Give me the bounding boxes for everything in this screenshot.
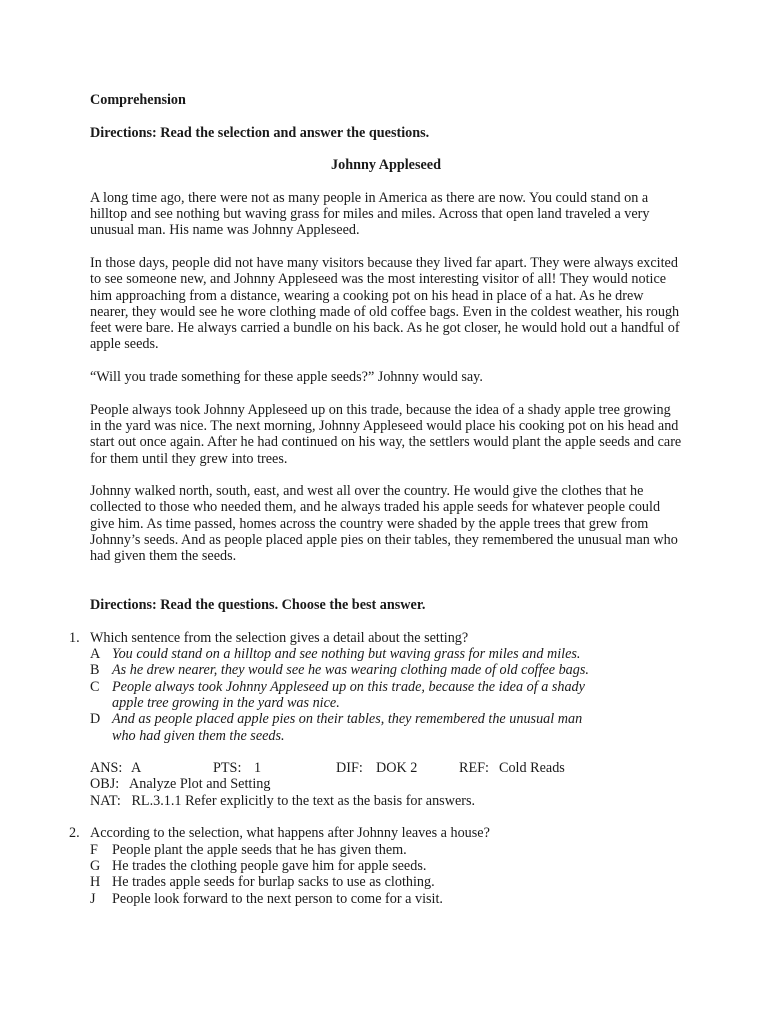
story-paragraph: In those days, people did not have many visitors because they lived far apart. They were always excited to see someone new, and Johnny Appleseed was the most interesting visitor of all! They would notice him approaching from a distance, wearing a cooking pot on his head in place of a hat. As he drew nearer, they would see he wore clothing made of old coffee bags. Even in the coldest weather, his rough feet were bare. He always carried a bundle on his back. As he got closer, he would hold out a handful of apple seeds.	[90, 254, 680, 353]
ref-label: REF:	[459, 760, 489, 777]
ans-label: ANS:	[90, 760, 123, 777]
directions-questions: Directions: Read the questions. Choose the best answer.	[90, 597, 426, 614]
answer-option	[90, 858, 682, 874]
question-number: 1.	[69, 629, 80, 646]
question-2	[69, 825, 682, 907]
option-letter: C	[90, 678, 100, 695]
option-text: He trades the clothing people gave him for apple seeds.	[112, 857, 427, 874]
story-paragraph: People always took Johnny Appleseed up on this trade, because the idea of a shady apple tree growing in the yard was nice. The next morning, Johnny Appleseed would place his cooking pot on his head and start out once again. After he had continued on his way, the settlers would plant the apple seeds and care for them until they grew into trees.	[90, 401, 682, 467]
ref-value: Cold Reads	[499, 760, 565, 777]
option-text: People always took Johnny Appleseed up on this trade, because the idea of a shady apple tree growing in the yard was nice.	[112, 678, 585, 711]
story-paragraph: Johnny walked north, south, east, and west all over the country. He would give the clothes that he collected to those who needed them, and he always traded his apple seeds for whatever people could give him. As time passed, homes across the country were shaded by the apple trees that grew from Johnny’s seeds. And as people placed apple pies on their tables, they remembered the unusual man who had given them the seeds.	[90, 483, 678, 565]
answer-option	[90, 711, 608, 744]
option-letter: B	[90, 662, 100, 679]
answer-option	[90, 842, 682, 858]
story-paragraph: A long time ago, there were not as many people in America as there are now. You could stand on a hilltop and see nothing but waving grass for miles and miles. Across that open land traveled a very unusual man. His name was Johnny Appleseed.	[90, 189, 650, 239]
answer-option	[90, 891, 682, 907]
question-text: Which sentence from the selection gives a detail about the setting?	[90, 629, 469, 646]
answer-metadata	[90, 760, 682, 776]
question-number: 2.	[69, 825, 80, 842]
dif-value: DOK 2	[376, 760, 418, 777]
obj-label: OBJ:	[90, 776, 120, 793]
option-letter: D	[90, 711, 101, 728]
obj-value: Analyze Plot and Setting	[129, 776, 271, 793]
answer-option	[90, 679, 608, 712]
option-letter: A	[90, 646, 101, 663]
answer-option	[90, 662, 682, 678]
dif-label: DIF:	[336, 760, 363, 777]
story-title: Johnny Appleseed	[331, 157, 441, 174]
directions-reading: Directions: Read the selection and answer the questions.	[90, 124, 430, 141]
option-letter: H	[90, 874, 101, 891]
option-text: He trades apple seeds for burlap sacks to use as clothing.	[112, 874, 435, 891]
option-text: People look forward to the next person to come for a visit.	[112, 890, 443, 907]
pts-value: 1	[254, 760, 262, 777]
document-page	[69, 92, 682, 907]
standard-line	[90, 793, 682, 809]
option-letter: F	[90, 841, 98, 858]
option-text: You could stand on a hilltop and see nothing but waving grass for miles and miles.	[112, 646, 581, 663]
nat-label: NAT:	[90, 792, 121, 809]
nat-value: RL.3.1.1 Refer explicitly to the text as the basis for answers.	[131, 792, 476, 809]
question-text: According to the selection, what happens after Johnny leaves a house?	[90, 825, 490, 842]
option-text: As he drew nearer, they would see he was wearing clothing made of old coffee bags.	[112, 662, 589, 679]
option-letter: J	[90, 890, 96, 907]
question-1	[69, 629, 682, 809]
objective-line	[90, 776, 682, 792]
option-text: And as people placed apple pies on their tables, they remembered the unusual man who had given them the seeds.	[112, 711, 583, 744]
option-text: People plant the apple seeds that he has given them.	[112, 841, 407, 858]
ans-value: A	[131, 760, 142, 777]
option-letter: G	[90, 857, 101, 874]
heading: Comprehension	[90, 92, 186, 108]
answer-option	[90, 874, 682, 890]
answer-option	[90, 646, 682, 662]
pts-label: PTS:	[213, 760, 242, 777]
story-paragraph: “Will you trade something for these apple seeds?” Johnny would say.	[90, 369, 483, 386]
